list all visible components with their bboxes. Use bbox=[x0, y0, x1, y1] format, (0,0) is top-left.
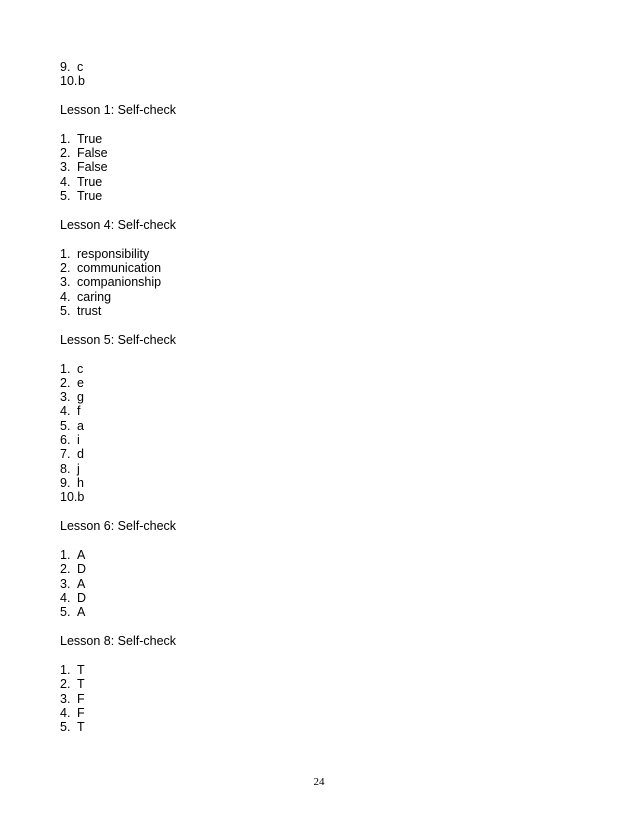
item-number: 3. bbox=[60, 160, 71, 174]
item-number: 1. bbox=[60, 362, 71, 376]
list-item bbox=[60, 591, 86, 605]
list-item bbox=[60, 490, 84, 504]
item-number: 10. bbox=[60, 490, 78, 504]
item-answer: g bbox=[77, 390, 84, 404]
item-answer: T bbox=[77, 677, 85, 691]
item-answer: j bbox=[77, 462, 80, 476]
item-answer: d bbox=[77, 447, 84, 461]
item-number: 3. bbox=[60, 275, 71, 289]
item-answer: caring bbox=[77, 290, 112, 304]
item-answer: T bbox=[77, 663, 85, 677]
item-answer: True bbox=[77, 132, 103, 146]
item-answer: b bbox=[78, 74, 85, 88]
item-number: 6. bbox=[60, 433, 71, 447]
page-number: 24 bbox=[313, 776, 325, 788]
list-item bbox=[60, 132, 102, 146]
list-item bbox=[60, 189, 102, 203]
item-number: 3. bbox=[60, 692, 71, 706]
item-number: 5. bbox=[60, 720, 71, 734]
item-answer: b bbox=[77, 490, 85, 504]
item-answer: A bbox=[77, 605, 86, 619]
list-item bbox=[60, 60, 83, 74]
item-number: 3. bbox=[60, 577, 71, 591]
item-answer: e bbox=[77, 376, 84, 390]
item-answer: communication bbox=[77, 261, 162, 275]
item-number: 1. bbox=[60, 663, 71, 677]
item-answer: i bbox=[77, 433, 80, 447]
item-answer: f bbox=[77, 404, 81, 418]
list-item bbox=[60, 247, 149, 261]
item-number: 8. bbox=[60, 462, 71, 476]
item-answer: F bbox=[77, 692, 85, 706]
item-answer: True bbox=[77, 189, 103, 203]
item-answer: False bbox=[77, 160, 108, 174]
item-answer: trust bbox=[77, 304, 102, 318]
list-item bbox=[60, 562, 86, 576]
list-item bbox=[60, 706, 85, 720]
item-number: 2. bbox=[60, 562, 71, 576]
list-item bbox=[60, 362, 83, 376]
item-number: 5. bbox=[60, 304, 71, 318]
item-answer: F bbox=[77, 706, 85, 720]
list-item bbox=[60, 447, 84, 461]
list-item bbox=[60, 605, 85, 619]
item-number: 2. bbox=[60, 677, 71, 691]
list-item bbox=[60, 275, 161, 289]
item-answer: False bbox=[77, 146, 108, 160]
item-answer: True bbox=[77, 175, 103, 189]
item-answer: companionship bbox=[77, 275, 162, 289]
item-number: 2. bbox=[60, 146, 71, 160]
section-heading: Lesson 5: Self-check bbox=[60, 333, 177, 347]
item-number: 1. bbox=[60, 132, 71, 146]
list-item bbox=[60, 376, 84, 390]
item-number: 7. bbox=[60, 447, 71, 461]
list-item bbox=[60, 290, 111, 304]
item-number: 2. bbox=[60, 261, 71, 275]
item-number: 5. bbox=[60, 189, 71, 203]
list-item bbox=[60, 304, 101, 318]
item-answer: A bbox=[77, 548, 86, 562]
item-number: 10. bbox=[60, 74, 78, 88]
list-item bbox=[60, 577, 85, 591]
list-item bbox=[60, 677, 85, 691]
item-answer: D bbox=[77, 562, 87, 576]
list-item bbox=[60, 74, 85, 88]
item-number: 1. bbox=[60, 247, 71, 261]
item-answer: A bbox=[77, 577, 86, 591]
list-item bbox=[60, 404, 80, 418]
item-answer: D bbox=[77, 591, 87, 605]
section-heading: Lesson 1: Self-check bbox=[60, 103, 177, 117]
item-answer: a bbox=[77, 419, 84, 433]
list-item bbox=[60, 663, 85, 677]
item-answer: c bbox=[77, 60, 84, 74]
list-item bbox=[60, 160, 108, 174]
list-item bbox=[60, 433, 80, 447]
item-number: 4. bbox=[60, 404, 71, 418]
item-answer: h bbox=[77, 476, 84, 490]
item-number: 1. bbox=[60, 548, 71, 562]
item-number: 4. bbox=[60, 290, 71, 304]
item-number: 3. bbox=[60, 390, 71, 404]
list-item bbox=[60, 146, 108, 160]
section-heading: Lesson 6: Self-check bbox=[60, 519, 177, 533]
list-item bbox=[60, 261, 161, 275]
item-number: 9. bbox=[60, 60, 71, 74]
list-item bbox=[60, 419, 84, 433]
item-number: 9. bbox=[60, 476, 71, 490]
item-answer: T bbox=[77, 720, 85, 734]
item-answer: responsibility bbox=[77, 247, 150, 261]
section-heading: Lesson 8: Self-check bbox=[60, 634, 177, 648]
item-answer: c bbox=[77, 362, 84, 376]
section-heading: Lesson 4: Self-check bbox=[60, 218, 177, 232]
list-item bbox=[60, 390, 84, 404]
list-item bbox=[60, 476, 84, 490]
list-item bbox=[60, 462, 80, 476]
list-item bbox=[60, 175, 102, 189]
item-number: 4. bbox=[60, 706, 71, 720]
list-item bbox=[60, 720, 85, 734]
item-number: 5. bbox=[60, 605, 71, 619]
item-number: 4. bbox=[60, 591, 71, 605]
list-item bbox=[60, 692, 85, 706]
list-item bbox=[60, 548, 85, 562]
item-number: 4. bbox=[60, 175, 71, 189]
item-number: 2. bbox=[60, 376, 71, 390]
item-number: 5. bbox=[60, 419, 71, 433]
